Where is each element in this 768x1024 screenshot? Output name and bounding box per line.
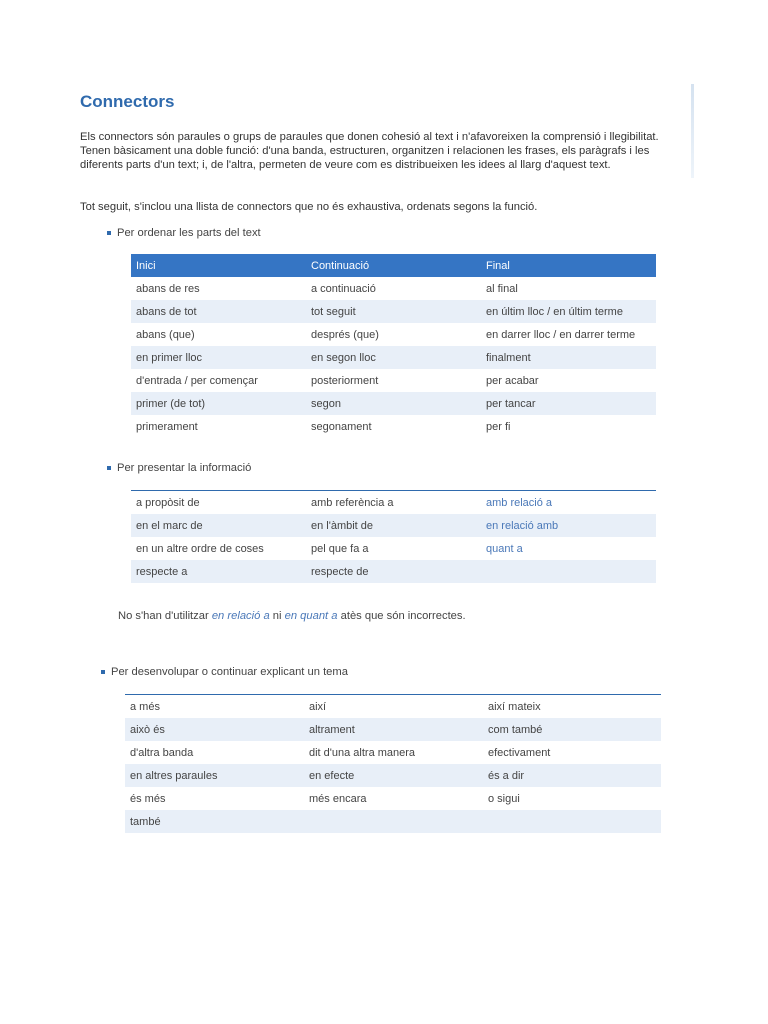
table-cell: en efecte	[304, 764, 483, 787]
table-cell: primerament	[136, 420, 198, 433]
table-header-row	[131, 254, 656, 277]
table-cell: més encara	[309, 792, 367, 805]
table-ordenar	[131, 254, 656, 438]
table-cell: al final	[486, 282, 518, 295]
section-label: Per ordenar les parts del text	[117, 227, 261, 239]
table-row	[131, 537, 656, 560]
bullet-square-icon	[107, 231, 111, 235]
table-cell: tot seguit	[306, 300, 481, 323]
table-cell: dit d'una altra manera	[309, 746, 416, 759]
table-cell: abans de res	[136, 282, 200, 295]
table-cell: per fi	[486, 420, 511, 433]
table-cell: això és	[125, 718, 304, 741]
table-cell: posteriorment	[311, 374, 379, 387]
column-header: Final	[481, 254, 656, 277]
table-cell: respecte de	[306, 560, 481, 583]
table-row	[131, 560, 656, 583]
table-cell: per acabar	[486, 374, 539, 387]
table-row	[131, 323, 656, 346]
table-cell	[483, 810, 661, 833]
table-cell: com també	[483, 718, 661, 741]
table-cell: altrament	[304, 718, 483, 741]
table-presentar	[131, 490, 656, 583]
table-row	[131, 392, 656, 415]
table-cell: amb referència a	[311, 496, 394, 509]
table-cell: efectivament	[488, 746, 551, 759]
table-cell: en altres paraules	[125, 764, 304, 787]
table-cell: en darrer lloc / en darrer terme	[486, 328, 636, 341]
table-cell: en relació amb	[481, 514, 656, 537]
table-row	[125, 741, 661, 764]
table-row	[131, 369, 656, 392]
note-term: en relació a	[211, 610, 270, 622]
table-cell: a propòsit de	[136, 496, 200, 509]
bullet-square-icon	[107, 466, 111, 470]
table-cell: pel que fa a	[311, 542, 369, 555]
section-desenvolupar-heading	[101, 666, 348, 678]
note-text: atès que són incorrectes.	[337, 610, 466, 622]
table-cell: per tancar	[481, 392, 656, 415]
bullet-square-icon	[101, 670, 105, 674]
table-row	[125, 718, 661, 741]
table-cell: en l'àmbit de	[306, 514, 481, 537]
section-label: Per presentar la informació	[117, 462, 252, 474]
note-text: No s'han d'utilitzar	[118, 610, 212, 622]
table-cell: així mateix	[488, 700, 541, 713]
table-cell	[481, 560, 656, 583]
table-cell: quant a	[486, 542, 523, 555]
table-row	[131, 415, 656, 438]
table-cell: en segon lloc	[306, 346, 481, 369]
table-cell: així	[309, 700, 327, 713]
table-row	[125, 695, 661, 719]
table-cell: en últim lloc / en últim terme	[481, 300, 656, 323]
table-cell: d'altra banda	[130, 746, 194, 759]
column-header: Continuació	[306, 254, 481, 277]
table-row	[131, 491, 656, 515]
table-cell: després (que)	[311, 328, 379, 341]
section-presentar-heading	[107, 462, 251, 474]
table-cell: amb relació a	[486, 496, 553, 509]
table-cell: en primer lloc	[131, 346, 306, 369]
table-cell: és a dir	[483, 764, 661, 787]
table-cell: primer (de tot)	[131, 392, 306, 415]
table-row	[125, 787, 661, 810]
scroll-indicator	[691, 84, 694, 178]
intro-paragraph-2: Tot seguit, s'inclou una llista de connectors que no és exhaustiva, ordenats segons la funció.	[80, 201, 538, 213]
usage-note	[118, 610, 466, 622]
table-row	[131, 300, 656, 323]
table-row	[131, 514, 656, 537]
note-term: en quant a	[284, 610, 338, 622]
table-cell: a més	[130, 700, 160, 713]
table-cell: respecte a	[131, 560, 306, 583]
table-desenvolupar	[125, 694, 661, 833]
table-cell: a continuació	[311, 282, 376, 295]
table-cell: abans de tot	[131, 300, 306, 323]
table-cell: finalment	[481, 346, 656, 369]
table-cell: és més	[130, 792, 166, 805]
table-cell: abans (que)	[136, 328, 195, 341]
column-header: Inici	[131, 254, 306, 277]
table-cell: segon	[306, 392, 481, 415]
intro-paragraph: Els connectors són paraules o grups de paraules que donen cohesió al text i n'afavoreixen la comprensió i llegibilitat. Tenen bàsicament una doble funció: d'una banda, estructuren, organitzen i relacionen les frases, els paràgrafs i les diferents parts d'un text; i, de l'altra, permeten de veure com es distribueixen les idees al llarg d'aquest text.	[80, 131, 659, 171]
table-row	[131, 346, 656, 369]
table-cell: en el marc de	[131, 514, 306, 537]
section-label: Per desenvolupar o continuar explicant un tema	[111, 666, 348, 678]
note-text: ni	[269, 610, 285, 622]
table-cell: segonament	[311, 420, 372, 433]
table-cell: d'entrada / per començar	[136, 374, 258, 387]
table-row	[131, 277, 656, 300]
table-cell: també	[125, 810, 304, 833]
table-cell: o sigui	[488, 792, 520, 805]
table-row	[125, 810, 661, 833]
table-cell	[304, 810, 483, 833]
table-row	[125, 764, 661, 787]
section-ordenar-heading	[107, 227, 261, 239]
table-cell: en un altre ordre de coses	[136, 542, 264, 555]
page-title: Connectors	[80, 92, 175, 111]
